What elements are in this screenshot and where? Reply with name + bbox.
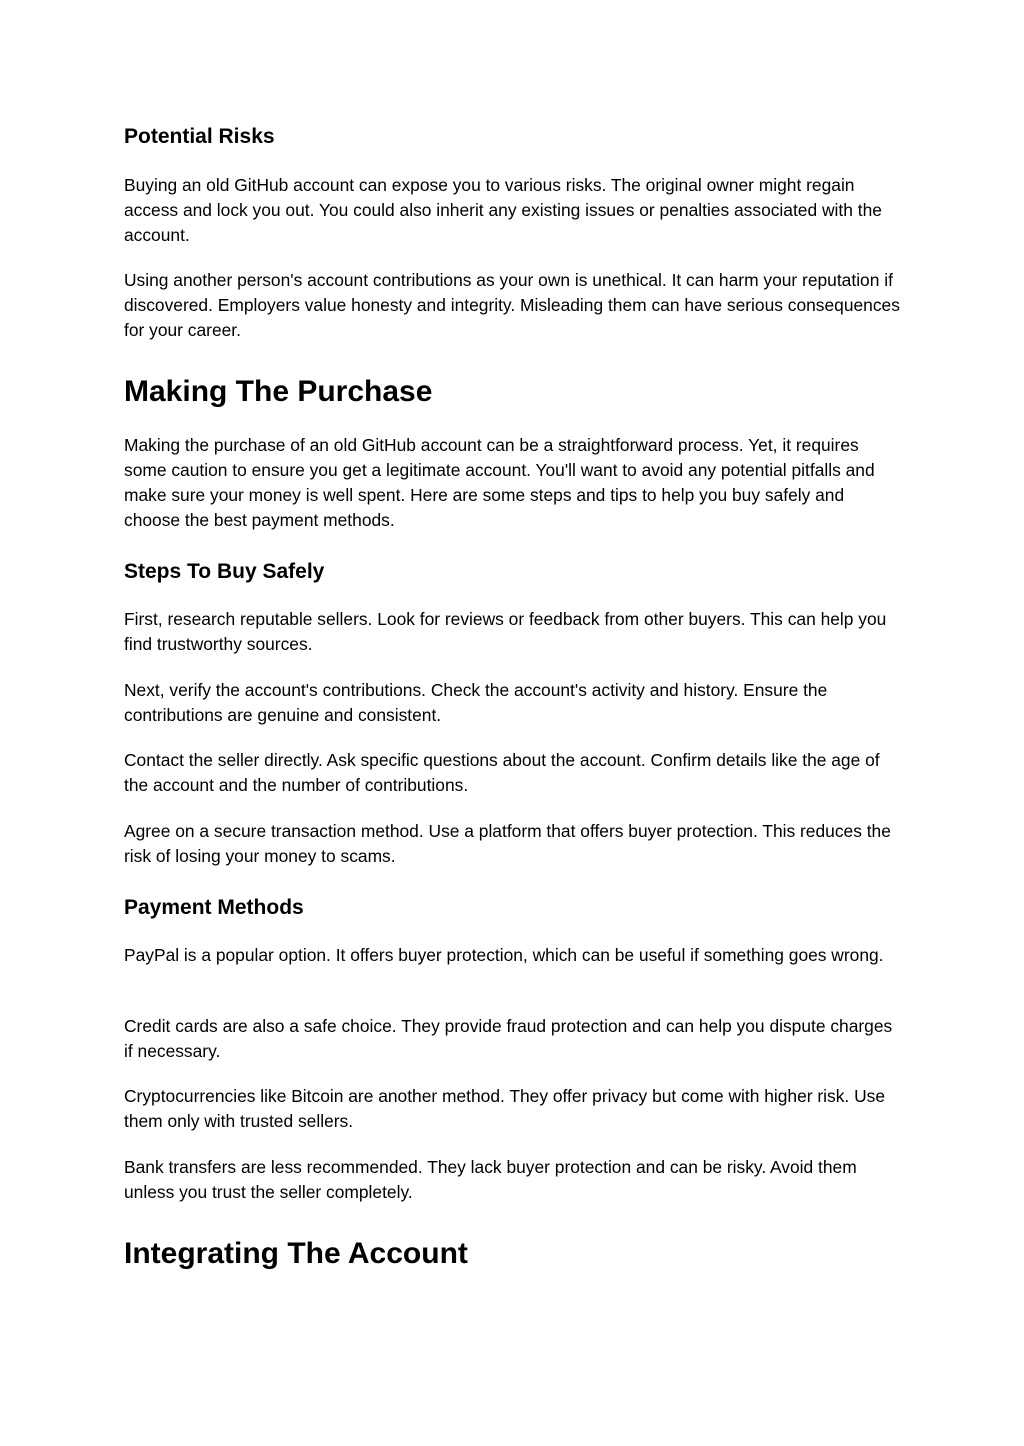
paragraph-steps-4: Agree on a secure transaction method. Use a platform that offers buyer protection. This reduces the risk of losing your money to scams. (124, 821, 891, 866)
heading-making-the-purchase: Making The Purchase (124, 375, 433, 408)
paragraph-risks-2: Using another person's account contributions as your own is unethical. It can harm your reputation if discovered. Employers value honesty and integrity. Misleading them can have serious consequences for your career. (124, 270, 900, 340)
paragraph-payment-4: Bank transfers are less recommended. They lack buyer protection and can be risky. Avoid them unless you trust the seller completely. (124, 1157, 857, 1202)
paragraph-risks-1: Buying an old GitHub account can expose you to various risks. The original owner might regain access and lock you out. You could also inherit any existing issues or penalties associated with the account. (124, 175, 882, 245)
paragraph-steps-3: Contact the seller directly. Ask specific questions about the account. Confirm details like the age of the account and the number of contributions. (124, 750, 880, 795)
paragraph-payment-2: Credit cards are also a safe choice. They provide fraud protection and can help you dispute charges if necessary. (124, 1016, 893, 1061)
paragraph-payment-3: Cryptocurrencies like Bitcoin are another method. They offer privacy but come with higher risk. Use them only with trusted sellers. (124, 1086, 886, 1131)
heading-integrating-the-account: Integrating The Account (124, 1237, 468, 1270)
paragraph-payment-1: PayPal is a popular option. It offers buyer protection, which can be useful if something goes wrong. (124, 945, 884, 965)
paragraph-purchase-intro: Making the purchase of an old GitHub account can be a straightforward process. Yet, it requires some caution to ensure you get a legitimate account. You'll want to avoid any potential pitfalls and make sure your money is well spent. Here are some steps and tips to help you buy safely and choose the best payment methods. (124, 435, 875, 530)
heading-payment-methods: Payment Methods (124, 896, 304, 919)
paragraph-steps-1: First, research reputable sellers. Look for reviews or feedback from other buyers. This can help you find trustworthy sources. (124, 609, 887, 654)
heading-steps-to-buy-safely: Steps To Buy Safely (124, 560, 325, 583)
heading-potential-risks: Potential Risks (124, 125, 275, 148)
paragraph-steps-2: Next, verify the account's contributions. Check the account's activity and history. Ensure the contributions are genuine and consistent. (124, 680, 828, 725)
